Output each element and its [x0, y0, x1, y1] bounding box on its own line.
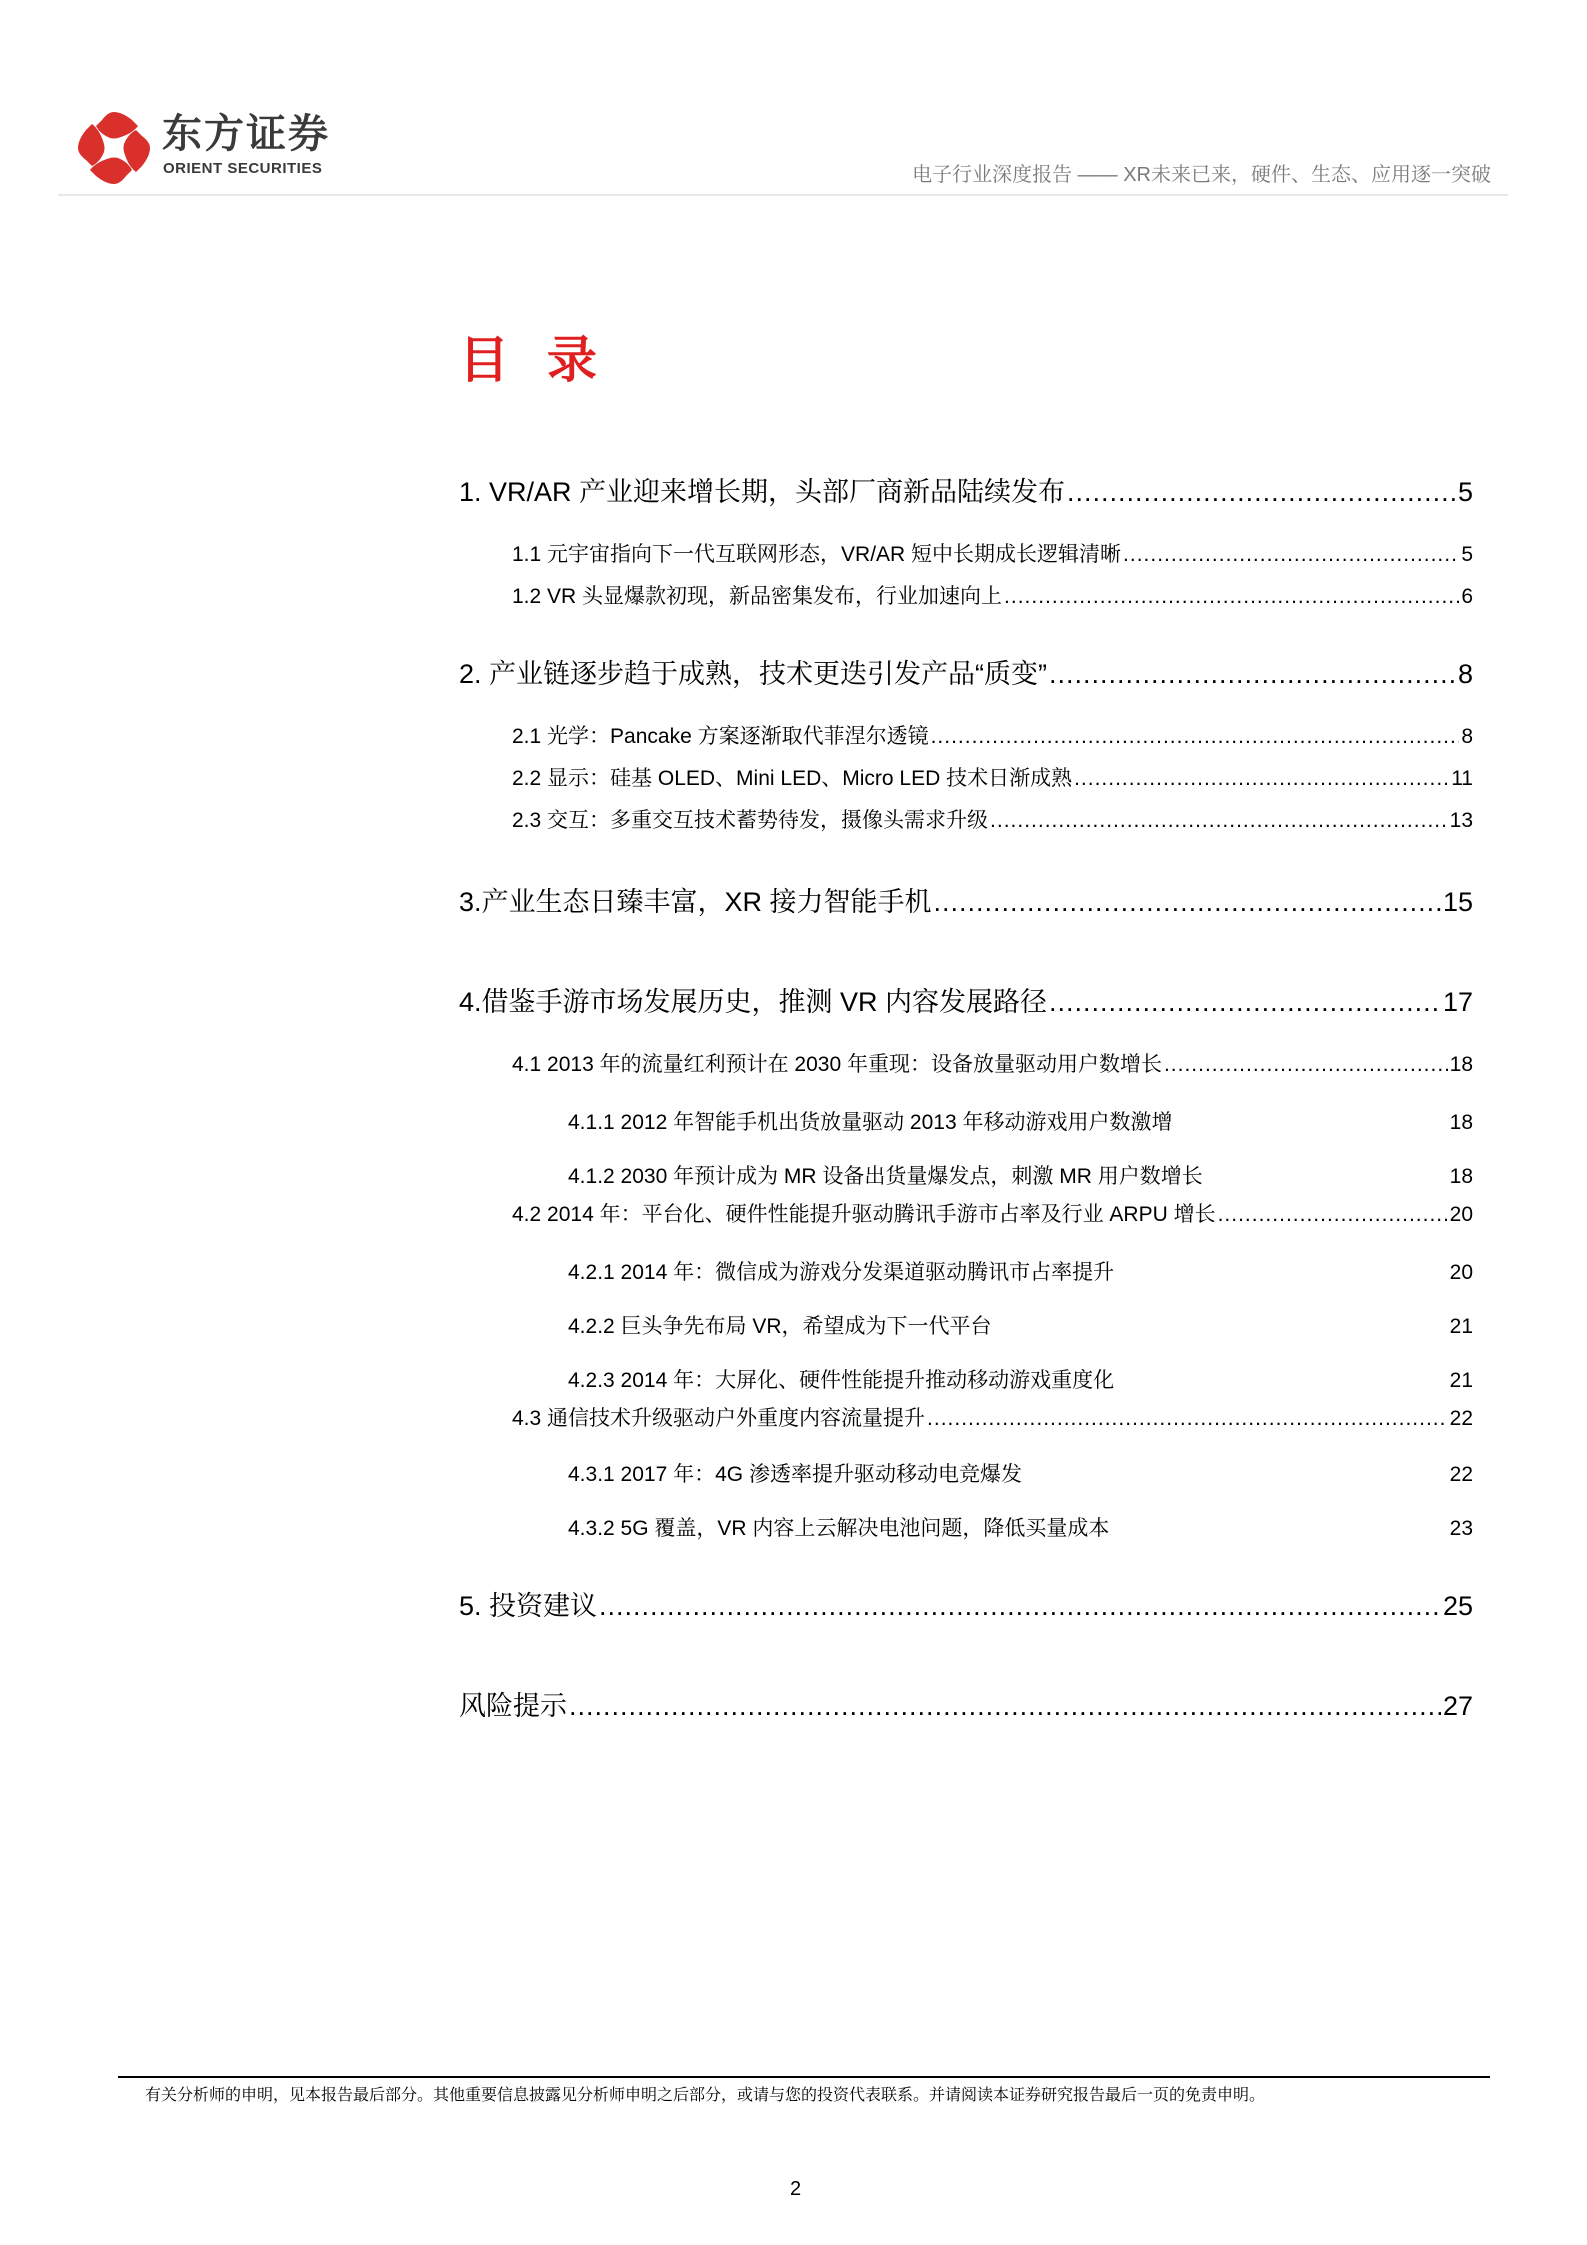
leader-dots	[1049, 659, 1456, 690]
toc-entry-page: 23	[1449, 1517, 1473, 1540]
orient-securities-logo-icon	[74, 108, 154, 188]
leader-dots	[1123, 543, 1459, 567]
toc-entry-page: 22	[1449, 1463, 1473, 1486]
toc-entry-label: 3.产业生态日臻丰富，XR 接力智能手机	[459, 887, 932, 917]
toc-entry-page: 27	[1442, 1691, 1473, 1721]
leader-dots	[934, 887, 1441, 918]
toc-entry-page: 13	[1449, 809, 1473, 832]
toc-entry[interactable]	[512, 1198, 1473, 1228]
leader-dots	[599, 1591, 1441, 1622]
toc-entry-label: 1. VR/AR 产业迎来增长期，头部厂商新品陆续发布	[459, 477, 1066, 507]
toc-entry-page: 25	[1442, 1591, 1473, 1621]
toc-entry[interactable]	[459, 980, 1473, 1019]
toc-entry-page: 8	[1461, 725, 1473, 748]
toc-entry-page: 17	[1442, 987, 1473, 1017]
toc-entry[interactable]	[568, 1364, 1473, 1394]
footer-divider	[118, 2076, 1490, 2078]
leader-dots	[990, 809, 1448, 833]
leader-dots	[931, 725, 1460, 749]
page-number: 2	[790, 2178, 802, 2200]
toc-entry-label: 1.1 元宇宙指向下一代互联网形态，VR/AR 短中长期成长逻辑清晰	[512, 543, 1122, 566]
toc-entry-page: 18	[1449, 1165, 1473, 1188]
toc-entry-label: 4.3.1 2017 年：4G 渗透率提升驱动移动电竞爆发	[568, 1463, 1022, 1486]
toc-entry[interactable]	[568, 1106, 1473, 1136]
toc-entry[interactable]	[568, 1160, 1473, 1190]
leader-dots	[569, 1691, 1441, 1722]
toc-entry-page: 22	[1449, 1407, 1473, 1430]
toc-entry[interactable]	[568, 1256, 1473, 1286]
toc-entry[interactable]	[512, 804, 1473, 834]
toc-entry-label: 4.2.2 巨头争先布局 VR，希望成为下一代平台	[568, 1315, 992, 1338]
toc-entry[interactable]	[512, 538, 1473, 568]
toc-entry-label: 4.1.1 2012 年智能手机出货放量驱动 2013 年移动游戏用户数激增	[568, 1111, 1173, 1134]
toc-title: 目 录	[459, 332, 609, 388]
toc-entry-label: 4.3 通信技术升级驱动户外重度内容流量提升	[512, 1407, 926, 1430]
toc-entry[interactable]	[512, 1402, 1473, 1432]
leader-dots	[1074, 767, 1449, 791]
header-divider	[58, 194, 1508, 196]
toc-entry-label: 2.2 显示：硅基 OLED、Mini LED、Micro LED 技术日渐成熟	[512, 767, 1073, 790]
leader-dots	[1067, 477, 1456, 508]
brand-name-cn: 东方证券	[162, 112, 330, 156]
toc-entry-page: 20	[1449, 1203, 1473, 1226]
toc-entry[interactable]	[568, 1458, 1473, 1488]
toc-entry-page: 5	[1457, 477, 1473, 507]
brand-name-en: ORIENT SECURITIES	[163, 160, 323, 177]
leader-dots	[927, 1407, 1448, 1431]
toc-entry-label: 4.2 2014 年：平台化、硬件性能提升驱动腾讯手游市占率及行业 ARPU 增长	[512, 1203, 1216, 1226]
toc-entry[interactable]	[568, 1310, 1473, 1340]
toc-entry-page: 11	[1451, 767, 1473, 790]
leader-dots	[1004, 585, 1459, 609]
toc-entry-page: 21	[1449, 1315, 1473, 1338]
toc-entry-page: 18	[1449, 1111, 1473, 1134]
toc-entry-label: 4.3.2 5G 覆盖，VR 内容上云解决电池问题，降低买量成本	[568, 1517, 1110, 1540]
toc-entry-label: 4.2.1 2014 年：微信成为游戏分发渠道驱动腾讯市占率提升	[568, 1261, 1115, 1284]
toc-entry-label: 5. 投资建议	[459, 1591, 598, 1621]
toc-entry[interactable]	[459, 1584, 1473, 1623]
toc-entry-label: 1.2 VR 头显爆款初现，新品密集发布，行业加速向上	[512, 585, 1003, 608]
toc-entry-label: 4.1.2 2030 年预计成为 MR 设备出货量爆发点，刺激 MR 用户数增长	[568, 1165, 1203, 1188]
toc-entry-page: 18	[1449, 1053, 1473, 1076]
toc-entry-page: 8	[1457, 659, 1473, 689]
toc-entry[interactable]	[459, 652, 1473, 691]
toc-entry-label: 4.借鉴手游市场发展历史，推测 VR 内容发展路径	[459, 987, 1048, 1017]
leader-dots	[1049, 987, 1441, 1018]
toc-entry[interactable]	[459, 470, 1473, 509]
toc-entry[interactable]	[512, 762, 1473, 792]
toc-entry-label: 风险提示	[459, 1691, 567, 1721]
report-header-title: 电子行业深度报告 —— XR未来已来，硬件、生态、应用逐一突破	[912, 164, 1491, 186]
toc-entry-page: 21	[1449, 1369, 1473, 1392]
toc-entry-label: 2. 产业链逐步趋于成熟，技术更迭引发产品“质变”	[459, 659, 1048, 689]
disclaimer-text: 有关分析师的申明，见本报告最后部分。其他重要信息披露见分析师申明之后部分，或请与您的投资代表联系。并请阅读本证券研究报告最后一页的免责申明。	[145, 2087, 1266, 2104]
leader-dots	[1164, 1053, 1448, 1077]
toc-entry-page: 5	[1461, 543, 1473, 566]
toc-entry[interactable]	[568, 1512, 1473, 1542]
toc-entry[interactable]	[459, 1684, 1473, 1723]
toc-entry[interactable]	[512, 1048, 1473, 1078]
toc-entry[interactable]	[459, 880, 1473, 919]
toc-entry-label: 2.1 光学：Pancake 方案逐渐取代菲涅尔透镜	[512, 725, 929, 748]
toc-entry[interactable]	[512, 580, 1473, 610]
toc-entry[interactable]	[512, 720, 1473, 750]
toc-entry-label: 4.1 2013 年的流量红利预计在 2030 年重现：设备放量驱动用户数增长	[512, 1053, 1162, 1076]
toc-entry-label: 4.2.3 2014 年：大屏化、硬件性能提升推动移动游戏重度化	[568, 1369, 1115, 1392]
toc-entry-page: 6	[1461, 585, 1473, 608]
toc-entry-label: 2.3 交互：多重交互技术蓄势待发，摄像头需求升级	[512, 809, 989, 832]
leader-dots	[1218, 1203, 1448, 1227]
toc-entry-page: 15	[1442, 887, 1473, 917]
toc-entry-page: 20	[1449, 1261, 1473, 1284]
